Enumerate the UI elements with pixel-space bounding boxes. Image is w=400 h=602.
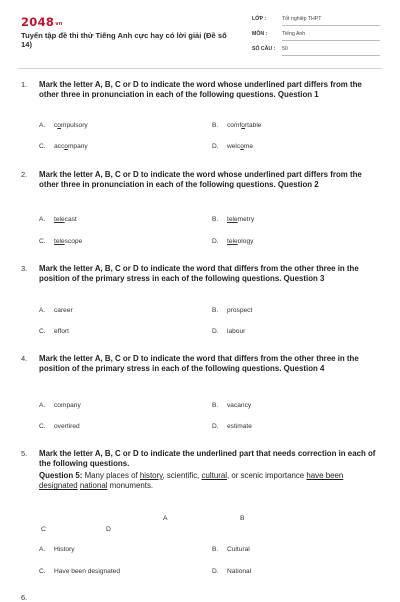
option-b[interactable]: B. vacancy [212, 402, 252, 409]
option-c[interactable]: C. overtired [39, 423, 80, 430]
option-b[interactable]: B. prospect [212, 307, 253, 314]
meta-question-count: SỐ CÂU : 50 [252, 44, 380, 56]
option-a[interactable]: A. career [39, 307, 73, 314]
question-number: 6. [21, 593, 28, 602]
option-c[interactable]: C. effort [39, 328, 69, 335]
question-number: 3. [21, 264, 28, 273]
question-text: Mark the letter A, B, C or D to indicate the word that differs from the other three in the position of the primary stress in each of the following questions. Question 4 [39, 354, 359, 374]
marker-b: B [240, 515, 245, 522]
meta-subject: MÔN : Tiếng Anh [252, 29, 380, 41]
option-a[interactable]: A. compulsory [39, 122, 88, 129]
option-b[interactable]: B. telemetry [212, 216, 255, 223]
question-text: Mark the letter A, B, C or D to indicate the word whose underlined part differs from the other three in pronunciation in each of the following questions. Question 1 [39, 80, 362, 100]
option-a[interactable]: A. telecast [39, 216, 77, 223]
question-text: Mark the letter A, B, C or D to indicate the underlined part that needs correction in each of the following questions. [39, 449, 376, 469]
option-d[interactable]: D. labour [212, 328, 246, 335]
document-title: Tuyển tập đề thi thử Tiếng Anh cực hay có lời giải (Đề số 14) [21, 31, 227, 50]
option-d[interactable]: D. welcome [212, 143, 254, 150]
option-d[interactable]: D. National [212, 568, 252, 575]
option-d[interactable]: D. estimate [212, 423, 252, 430]
question-number: 5. [21, 449, 28, 458]
marker-c: C [41, 526, 46, 533]
question-number: 4. [21, 354, 28, 363]
option-a[interactable]: A. History [39, 546, 75, 553]
question-number: 2. [21, 170, 28, 179]
option-b[interactable]: B. comfortable [212, 122, 262, 129]
page-header [0, 0, 400, 64]
option-d[interactable]: D. teleology [212, 238, 254, 245]
option-c[interactable]: C. Have been designated [39, 568, 120, 575]
header-divider [18, 68, 382, 69]
question-text: Mark the letter A, B, C or D to indicate the word that differs from the other three in the position of the primary stress in each of the following questions. Question 3 [39, 264, 359, 284]
option-c[interactable]: C. telescope [39, 238, 83, 245]
question-sentence: Question 5: Many places of history, scientific, cultural, or scenic importance have been designated national monuments. [39, 471, 344, 491]
option-b[interactable]: B. Cultural [212, 546, 250, 553]
meta-class: LỚP : Tốt nghiệp THPT [252, 14, 380, 26]
marker-a: A [163, 515, 168, 522]
marker-d: D [106, 526, 111, 533]
option-c[interactable]: C. accompany [39, 143, 88, 150]
question-number: 1. [21, 80, 28, 89]
site-logo[interactable]: 2048vn [21, 15, 63, 29]
question-text: Mark the letter A, B, C or D to indicate the word whose underlined part differs from the other three in pronunciation in each of the following questions. Question 2 [39, 170, 362, 190]
option-a[interactable]: A. company [39, 402, 81, 409]
